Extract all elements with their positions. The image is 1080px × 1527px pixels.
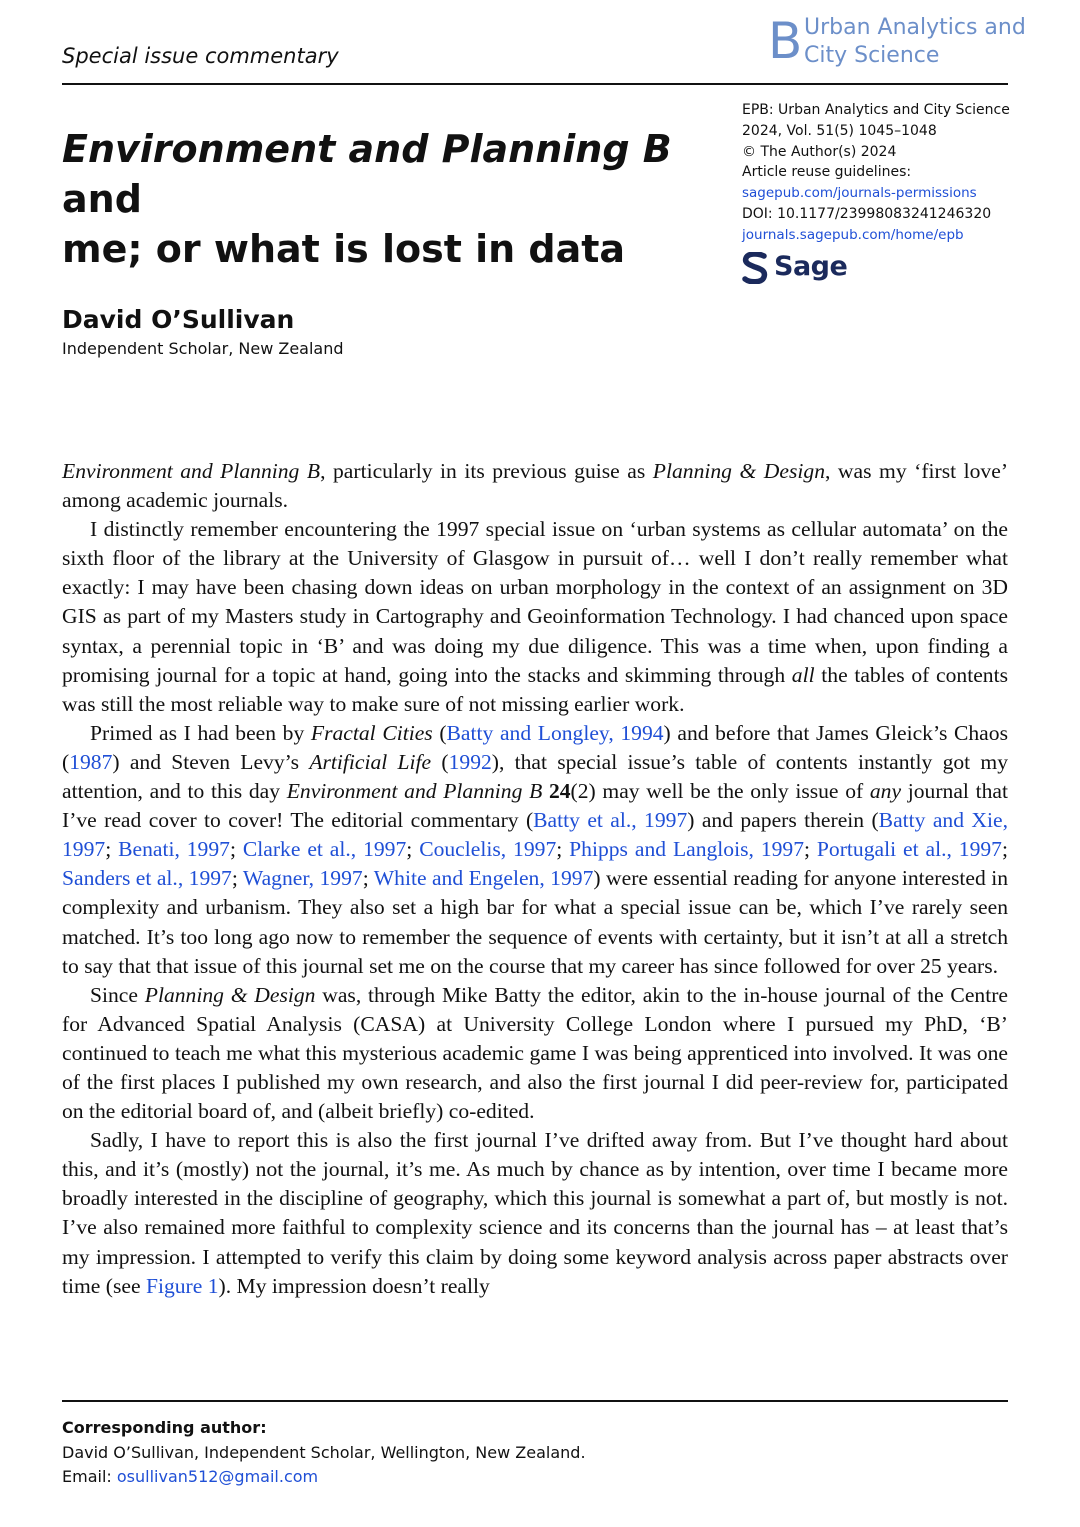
paragraph-4 (62, 981, 1008, 1126)
p2-text-1: I distinctly remember encountering the 1997 special issue on ‘urban systems as cellular automata’ on the sixth floor of the library at the University of Glasgow in pursuit of… well I don’t really remember what exactly: I may have been chasing down ideas on urban morphology in the context of an assignment on 3D GIS as part of my Masters study in Cartography and Geoinformation Technology. I had chanced upon space syntax, a perennial topic in ‘B’ and was doing my due diligence. This was a time when, upon finding a promising journal for a topic at hand, going into the stacks and skimming through (62, 517, 1008, 687)
paragraph-1 (62, 457, 1008, 515)
p1-text-2: , was my ‘first love’ among academic journals. (62, 459, 1009, 513)
p5-text-2: ). My impression doesn’t really (218, 1273, 490, 1298)
corresponding-author-block (62, 1416, 1008, 1490)
citation-link[interactable]: Batty and Longley, 1994 (446, 720, 664, 745)
p3-em-2: Artificial Life (309, 749, 432, 774)
citation-link[interactable]: 1987 (69, 749, 113, 774)
author-affiliation: Independent Scholar, New Zealand (62, 339, 344, 358)
issue-type-label: Special issue commentary (62, 44, 339, 68)
citation-separator: ; (229, 837, 243, 862)
sage-wordmark: Sage (774, 251, 848, 283)
paragraph-2 (62, 515, 1008, 719)
meta-reuse-label: Article reuse guidelines: (742, 164, 912, 181)
citation-link[interactable]: Couclelis, 1997 (419, 837, 557, 862)
p3-em-3: Environment and Planning B (286, 779, 543, 804)
citation-link[interactable]: Clarke et al., 1997 (242, 837, 407, 862)
citation-separator: ; (406, 837, 420, 862)
meta-copyright: © The Author(s) 2024 (742, 143, 897, 160)
p2-em-1: all (791, 662, 815, 687)
p3-text-7 (542, 779, 549, 803)
p4-text-1: Since (90, 982, 145, 1007)
p2-text-2: the tables of contents was still the most reliable way to make sure of not missing earlier work. (62, 662, 1008, 716)
citation-link[interactable]: Benati, 1997 (118, 837, 230, 862)
journal-brand-logo (768, 12, 1028, 74)
meta-doi: DOI: 10.1177/23998083241246320 (742, 205, 992, 222)
p4-text-2: was, through Mike Batty the editor, akin to the in-house journal of the Centre for Advanced Spatial Analysis (CASA) at University College London where I pursued my PhD, ‘B’ continued to teach me what this mysterious academic game I was being apprenticed into involved. It was one of the first places I published my own research, and also the first journal I did peer-review for, participated on the editorial board of, and (albeit briefly) co-edited. (62, 982, 1008, 1124)
sage-s-icon (742, 252, 768, 284)
p3-text-6: ), that special issue’s table of contents instantly got my attention, and to this day (62, 749, 1009, 804)
citation-link[interactable]: Sanders et al., 1997 (62, 866, 232, 891)
paragraph-3 (62, 719, 1008, 981)
p3-bold-1: 24 (548, 779, 571, 804)
paragraph-5 (62, 1126, 1008, 1301)
citation-link[interactable]: Batty et al., 1997 (533, 808, 688, 833)
citation-link[interactable]: Portugali et al., 1997 (816, 837, 1002, 862)
p3-text-2: ( (432, 720, 447, 745)
citation-separator: ; (804, 837, 817, 862)
title-line2: me; or what is lost in data (62, 227, 626, 271)
citation-link[interactable]: White and Engelen, 1997 (373, 866, 594, 891)
p3-text-11: ) were essential reading for anyone interested in complexity and urbanism. They also set a high bar for what a special issue can be, which I’ve rarely seen matched. It’s too long ago now to remember the sequence of events with certainty, but it isn’t at all a stretch to say that that issue of this journal set me on the course that my career has since followed for over 25 years. (62, 866, 1008, 978)
header-divider (62, 83, 1008, 85)
p3-text-8: (2) may well be the only issue of (570, 779, 870, 804)
corresponding-author-label: Corresponding author: (62, 1418, 267, 1437)
p3-text-3: ) and before that James Gleick’s Chaos ( (62, 720, 1008, 774)
article-title (62, 124, 712, 274)
footer-divider (62, 1400, 1008, 1402)
author-name: David O’Sullivan (62, 305, 295, 334)
p4-em-1: Planning & Design (144, 982, 316, 1007)
p3-text-5: ( (431, 749, 449, 774)
brand-name (804, 14, 1026, 70)
p3-text-1: Primed as I had been by (90, 720, 311, 745)
citation-separator: ; (1001, 837, 1008, 862)
brand-letter: B (768, 12, 803, 70)
title-line1-rest: and (62, 177, 142, 221)
brand-name-line2: City Science (804, 43, 940, 68)
citation-separator: ; (362, 866, 374, 891)
article-metadata (742, 100, 1032, 286)
meta-volume: 2024, Vol. 51(5) 1045–1048 (742, 122, 937, 139)
p3-em-4: any (869, 779, 902, 804)
corresponding-author-email-row (62, 1465, 1008, 1490)
brand-name-line1: Urban Analytics and (804, 15, 1026, 40)
p3-text-9: journal that I’ve read cover to cover! The editorial commentary ( (62, 779, 1008, 833)
citation-link[interactable]: Phipps and Langlois, 1997 (569, 837, 805, 862)
article-body (62, 457, 1008, 1301)
citation-separator: ; (105, 837, 119, 862)
p5-text-1: Sadly, I have to report this is also the first journal I’ve drifted away from. But I’ve thought hard about this, and it’s (mostly) not the journal, it’s me. As much by chance as by intention, over time I became more broadly interested in the discipline of geography, which this journal is somewhat a part of, but mostly is not. I’ve also remained more faithful to complexity science and its concerns than the journal has – at least that’s my impression. I attempted to verify this claim by doing some keyword analysis across paper abstracts over time (see (62, 1128, 1008, 1298)
title-journal-name: Environment and Planning B (62, 127, 672, 171)
sage-logo (742, 250, 1032, 286)
p1-em-2: Planning & Design (652, 459, 825, 483)
citation-link[interactable]: Batty and Xie, 1997 (62, 808, 1008, 862)
email-link[interactable]: osullivan512@gmail.com (116, 1467, 319, 1486)
journal-homepage-link[interactable]: journals.sagepub.com/home/epb (742, 226, 964, 243)
email-label: Email: (62, 1467, 117, 1486)
p1-em-1: Environment and Planning B (62, 459, 321, 483)
citation-link[interactable]: Wagner, 1997 (242, 866, 363, 891)
figure-1-link[interactable]: Figure 1 (145, 1273, 219, 1298)
citation-separator: ; (231, 866, 243, 891)
citation-link[interactable]: 1992 (448, 749, 492, 774)
citation-separator: ; (556, 837, 570, 862)
p3-em-1: Fractal Cities (310, 720, 433, 745)
meta-journal: EPB: Urban Analytics and City Science (742, 102, 1010, 118)
reuse-guidelines-link[interactable]: sagepub.com/journals-permissions (742, 185, 977, 202)
p1-text-1: , particularly in its previous guise as (320, 459, 653, 483)
p3-text-10: ) and papers therein ( (687, 808, 879, 833)
p3-text-4: ) and Steven Levy’s (112, 749, 310, 774)
corresponding-author-address: David O’Sullivan, Independent Scholar, Wellington, New Zealand. (62, 1442, 586, 1462)
